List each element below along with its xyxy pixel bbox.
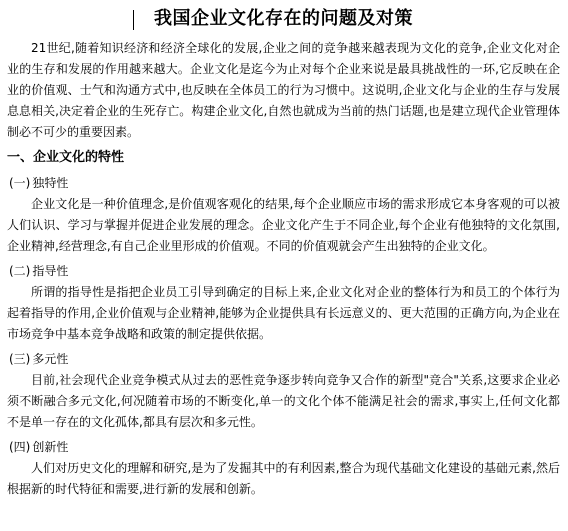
subsection-label: 指导性	[32, 264, 69, 278]
subsection-label: 创新性	[32, 440, 69, 454]
subsection-number: (四)	[9, 440, 31, 454]
subsection-body-2: 所谓的指导性是指把企业员工引导到确定的目标上来,企业文化对企业的整体行为和员工的个体行为起着指导的作用,企业价值观与企业精神,能够为企业提供具有长远意义的、更大范围的正确方向,为企业在市场竞争中基本竞争战略和政策的制定提供依据。	[7, 285, 560, 341]
subsection-heading-1	[7, 169, 560, 194]
subsection-body-1: 企业文化是一种价值理念,是价值观客观化的结果,每个企业顺应市场的需求形成它本身客观的可以被人们认识、学习与掌握并促进企业发展的理念。企业文化产生于不同企业,每个企业有他独特的文化氛围,企业精神,经营理念,有自己企业里形成的价值观。不同的价值观就会产生出独特的企业文化。	[7, 197, 560, 253]
intro-paragraph: 21世纪,随着知识经济和经济全球化的发展,企业之间的竞争越来越表现为文化的竞争,企业文化对企业的生存和发展的作用越来越大。企业文化是迄今为止对每个企业来说是最具挑战性的一环,它反映在企业的价值观、士气和沟通方式中,也反映在全体员工的行为习惯中。这说明,企业文化与企业的生存与发展息息相关,决定着企业的生死存亡。构建企业文化,自然也就成为当前的热门话题,也是建立现代企业管理体制必不可少的重要因素。	[7, 41, 560, 139]
text-cursor	[133, 10, 134, 30]
subsection-number: (三)	[9, 352, 31, 366]
document-title: 我国企业文化存在的问题及对策	[154, 8, 413, 29]
subsection-heading-2	[7, 257, 560, 282]
section-heading: 一、企业文化的特性	[7, 150, 125, 165]
subsection-label: 独特性	[32, 176, 69, 190]
subsection-heading-3	[7, 345, 560, 370]
subsection-label: 多元性	[32, 352, 69, 366]
subsection-number: (一)	[9, 176, 31, 190]
subsection-number: (二)	[9, 264, 31, 278]
subsection-body-3: 目前,社会现代企业竞争模式从过去的恶性竞争逐步转向竞争又合作的新型"竞合"关系,这要求企业必须不断融合多元文化,何况随着市场的不断变化,单一的文化个体不能满足社会的需求,事实上,任何文化都不是单一存在的文化孤体,都具有层次和多元性。	[7, 373, 560, 429]
subsection-body-4: 人们对历史文化的理解和研究,是为了发掘其中的有利因素,整合为现代基础文化建设的基础元素,然后根据新的时代特征和需要,进行新的发展和创新。	[7, 461, 560, 496]
subsection-heading-4	[7, 433, 560, 458]
